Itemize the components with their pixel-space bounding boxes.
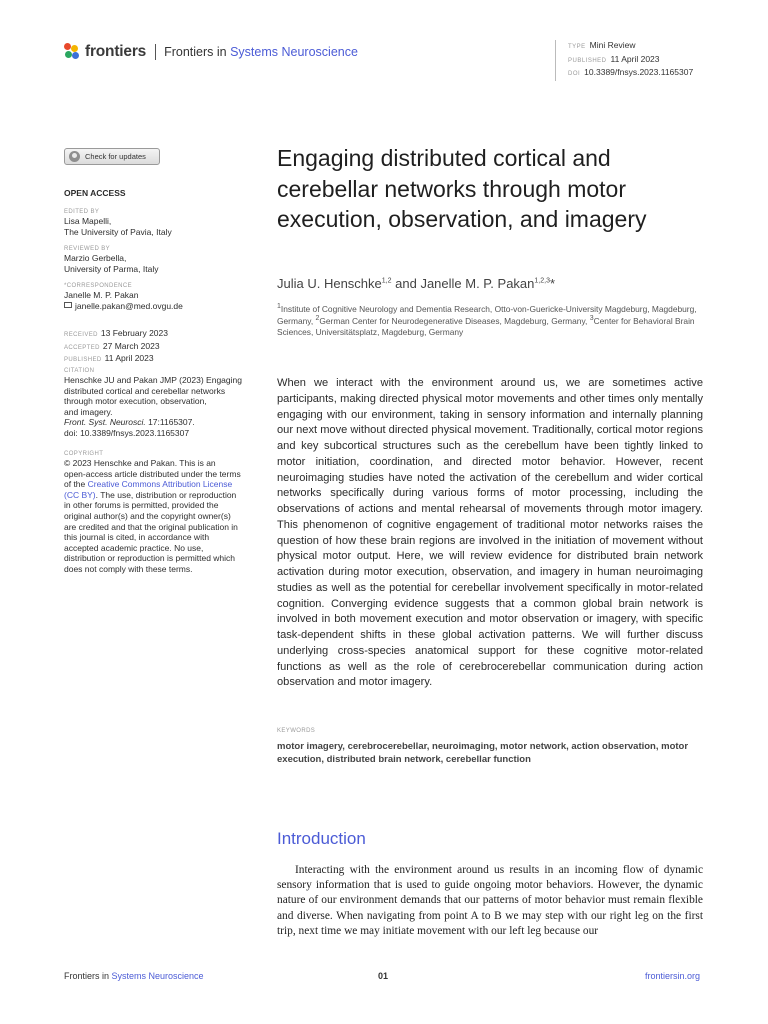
copyright-line: accepted academic practice. No use, bbox=[64, 542, 204, 553]
correspondence-email-row[interactable] bbox=[64, 301, 260, 312]
footer-site-link[interactable]: frontiersin.org bbox=[645, 971, 701, 981]
correspondence-email[interactable]: janelle.pakan@med.ovgu.de bbox=[75, 300, 183, 311]
author-list bbox=[277, 276, 717, 291]
frontiers-logo-icon bbox=[64, 43, 82, 61]
abstract-text: When we interact with the environment around us, we are sometimes active participants, making directed physical motor movements and other times only mentally engaging with our environment, taking in sensory information and internally planning our next move without directed physical movement. Traditionally, cortical motor regions and key subcortical structures such as the cerebellum have been tightly linked to motor initiation, coordination, and directed motor behavior. However, recent neuroimaging studies have noted the activation of the cerebellum and wider cortical networks specifically during various forms of motor processing, including the observations of actions and mental rehearsal of movements through motor imagery. This phenomenon of cognitive engagement of traditional motor networks raises the question of how these brain regions are involved in the initiation of movement without physical motor output. Here, we will review evidence for distributed brain network activation during motor execution, observation, and imagery in human neuroimaging studies as well as the potential for cerebellar involvement specifically in motor-related cognition. Converging evidence suggests that a common global brain network is involved in both movement execution and motor observation or imagery, with specific task-dependent shifts in these global activation patterns. We will further discuss underlying cross-species anatomical support for these cognitive motor-related functions as well as the role of cerebrocerebellar communication during action observation and motor imagery. bbox=[277, 377, 703, 689]
envelope-icon bbox=[64, 302, 72, 308]
copyright-line: of the bbox=[64, 479, 88, 490]
copyright-line: open-access article distributed under the terms bbox=[64, 468, 241, 479]
affil-sup: 2 bbox=[315, 315, 320, 323]
check-updates-icon bbox=[69, 151, 80, 162]
keywords: motor imagery, cerebrocerebellar, neuroimaging, motor network, action observation, motor execution, distributed brain network, cerebellar function bbox=[277, 741, 689, 765]
cc-license-link[interactable]: Creative Commons Attribution License bbox=[87, 479, 233, 490]
citation-line: through motor execution, observation, bbox=[64, 396, 207, 407]
published-date: 11 April 2023 bbox=[104, 353, 154, 364]
article-title: Engaging distributed cortical and cerebellar networks through motor execution, observation, and imagery bbox=[277, 145, 647, 232]
reviewer-affiliation: University of Parma, Italy bbox=[64, 263, 159, 274]
affil-sup: 3 bbox=[589, 315, 594, 323]
accepted-date: 27 March 2023 bbox=[102, 340, 160, 351]
type-label: TYPE bbox=[568, 44, 586, 50]
article-meta bbox=[555, 40, 693, 81]
received-date: 13 February 2023 bbox=[100, 328, 168, 338]
keywords-label: KEYWORDS bbox=[277, 728, 316, 734]
reviewed-by-label: REVIEWED BY bbox=[64, 246, 111, 252]
type-value: Mini Review bbox=[589, 40, 636, 50]
affiliation-text: Center for Behavioral Brain Sciences, Universitätsplatz, Magdeburg, Germany bbox=[277, 316, 695, 337]
copyright-line: this journal is cited, in accordance with bbox=[64, 532, 210, 543]
journal-name[interactable] bbox=[164, 45, 358, 59]
published-value: 11 April 2023 bbox=[610, 53, 660, 64]
check-updates-label: Check for updates bbox=[85, 152, 146, 161]
reviewed-by-block bbox=[64, 245, 260, 274]
copyright-line: distribution or reproduction is permitted which bbox=[64, 553, 236, 564]
published-label-side: PUBLISHED bbox=[64, 357, 102, 364]
copyright-line: does not comply with these terms. bbox=[64, 563, 193, 574]
author-name[interactable]: Janelle M. P. Pakan bbox=[420, 276, 535, 291]
affil-sup: 1 bbox=[277, 303, 281, 310]
citation-line: and imagery. bbox=[64, 406, 113, 417]
logo-wordmark: frontiers bbox=[85, 43, 147, 60]
citation-line: Henschke JU and Pakan JMP (2023) Engaging bbox=[64, 375, 242, 385]
copyright-line: original author(s) and the copyright owner(s) bbox=[64, 510, 231, 521]
author-affil-sup: 1,2 bbox=[381, 277, 392, 285]
affiliations bbox=[277, 302, 707, 337]
copyright-line: © 2023 Henschke and Pakan. This is an bbox=[64, 458, 216, 468]
correspondence-name: Janelle M. P. Pakan bbox=[64, 290, 139, 300]
author-affil-sup: 1,2,3 bbox=[534, 277, 550, 285]
edited-by-label: EDITED BY bbox=[64, 209, 100, 215]
editor-affiliation: The University of Pavia, Italy bbox=[64, 226, 172, 237]
page-number: 01 bbox=[378, 971, 389, 981]
copyright-label: COPYRIGHT bbox=[64, 451, 104, 457]
check-for-updates-button[interactable] bbox=[64, 148, 160, 165]
dates-block bbox=[64, 328, 260, 366]
section-heading-introduction: Introduction bbox=[277, 829, 366, 848]
footer-journal-name: Systems Neuroscience bbox=[111, 971, 204, 981]
citation-line: distributed cortical and cerebellar networks bbox=[64, 385, 226, 396]
citation-label: CITATION bbox=[64, 368, 95, 374]
doi-value[interactable]: 10.3389/fnsys.2023.1165307 bbox=[584, 67, 694, 77]
edited-by-block bbox=[64, 208, 260, 237]
affiliation-text: German Center for Neurodegenerative Diseases, Magdeburg, Germany, bbox=[319, 316, 590, 327]
journal-title: Systems Neuroscience bbox=[230, 45, 358, 59]
doi-label: DOI bbox=[568, 71, 581, 77]
citation-volume: 17:1165307. bbox=[145, 417, 195, 428]
citation-journal: Front. Syst. Neurosci. bbox=[64, 417, 146, 428]
introduction-paragraph: Interacting with the environment around us results in an incoming flow of dynamic sensory information that is used to guide ongoing motor behaviors. However, the dynamic nature of our environment demands that our patterns of motor behavior must remain flexible and diverse. When navigating from point A to B we may step with our right leg on the first trip, next time we may initiate movement with our left leg because our bbox=[277, 864, 703, 937]
open-access-label: OPEN ACCESS bbox=[64, 188, 126, 198]
footer-journal[interactable] bbox=[64, 971, 204, 981]
citation-block bbox=[64, 367, 260, 439]
editor-name: Lisa Mapelli, bbox=[64, 216, 112, 226]
reviewer-name: Marzio Gerbella, bbox=[64, 253, 127, 263]
cc-by-link[interactable]: (CC BY) bbox=[64, 489, 96, 500]
copyright-line: . The use, distribution or reproduction bbox=[95, 489, 237, 500]
logo-separator bbox=[155, 44, 156, 60]
received-label: RECEIVED bbox=[64, 332, 98, 338]
correspondence-block bbox=[64, 282, 260, 311]
frontiers-logo[interactable] bbox=[64, 43, 358, 61]
copyright-line: in other forums is permitted, provided the bbox=[64, 500, 219, 511]
corresponding-star: * bbox=[549, 276, 556, 291]
author-name[interactable]: Julia U. Henschke bbox=[277, 276, 382, 291]
footer-journal-prefix: Frontiers in bbox=[64, 971, 110, 981]
author-conjunction: and bbox=[391, 276, 421, 291]
correspondence-label: *CORRESPONDENCE bbox=[64, 283, 133, 289]
accepted-label: ACCEPTED bbox=[64, 344, 100, 351]
published-label: PUBLISHED bbox=[568, 57, 607, 64]
copyright-line: are credited and that the original publication in bbox=[64, 521, 238, 532]
journal-prefix: Frontiers in bbox=[164, 45, 227, 59]
affiliation-text: Institute of Cognitive Neurology and Dementia Research, Otto-von-Guericke-University Magdeburg, Magdeburg, Germany, bbox=[277, 303, 697, 327]
copyright-block bbox=[64, 450, 260, 575]
citation-doi[interactable]: doi: 10.3389/fnsys.2023.1165307 bbox=[64, 427, 190, 438]
